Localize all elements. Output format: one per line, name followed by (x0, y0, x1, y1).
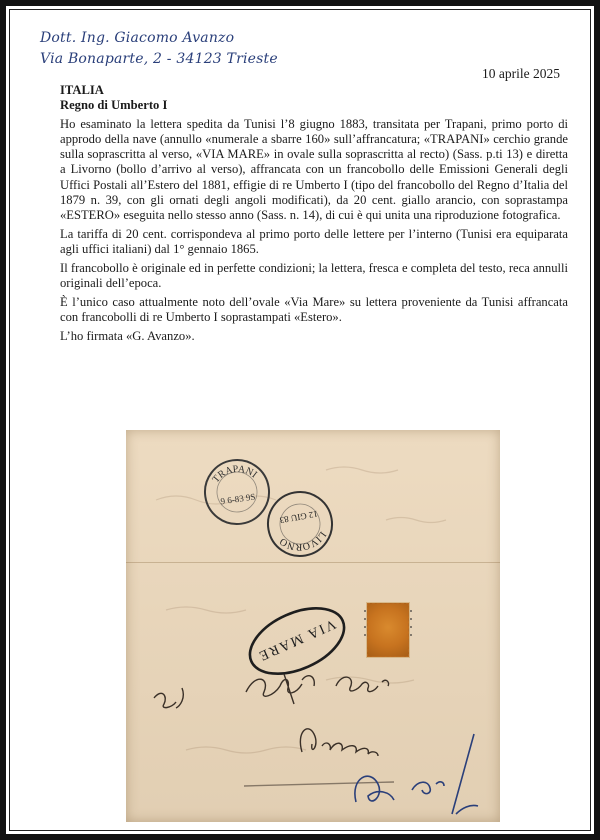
via-mare-oval (240, 595, 354, 687)
livorno-postmark-text: LIVORNO (277, 529, 328, 553)
fold-line (126, 562, 500, 563)
paragraph-uniqueness: È l’unico caso attualmente noto dell’ovale «Via Mare» su lettera proveniente da Tunisi affrancata con francobolli di re Umberto I soprastampati «Estero». (60, 295, 568, 325)
paragraph-condition: Il francobollo è originale ed in perfette condizioni; la lettera, fresca e completa del testo, reca annulli originali dell’epoca. (60, 261, 568, 291)
letterhead (40, 28, 340, 70)
handwritten-address (154, 674, 394, 786)
paragraph-description: Ho esaminato la lettera spedita da Tunisi l’8 giugno 1883, transitata per Trapani, primo porto di approdo della nave (annullo «numerale a sbarre 160» sull’affrancatura; «TRAPANI» cerchio grande sulla soprascritta al verso, «VIA MARE» in ovale sulla soprascritta al recto) (Sass. p.ti 13) e diretta a Livorno (bollo d’arrivo al verso), affrancata con un francobollo delle Emissioni Generali degli Uffici Postali all’Estero del 1881, effigie di re Umberto I (tipo del francobollo del Regno d’Italia del 1879 n. 39, con gli ornati degli angoli modificati), da 20 cent. giallo arancio, con soprastampa «ESTERO» eseguita nello stesso anno (Sass. n. 14), di cui è qui unita una riproduzione fotografica. (60, 116, 568, 223)
cover-drawing (126, 430, 500, 822)
certificate-date: 10 aprile 2025 (482, 66, 560, 81)
livorno-postmark-date: 12 GIU 83 (278, 508, 319, 526)
cover-photograph (126, 430, 500, 822)
signature-mark (355, 734, 478, 814)
trapani-postmark-text: TRAPANI (210, 463, 259, 486)
paragraph-tariff: La tariffa di 20 cent. corrispondeva al primo porto delle lettere per l’interno (Tunisi era equiparata agli uffici italiani) dal 1° gennaio 1865. (60, 227, 568, 257)
period-heading: Regno di Umberto I (60, 98, 168, 113)
stamp-20-cent-estero (367, 603, 409, 657)
letterhead-address: Via Bonaparte, 2 - 34123 Trieste (40, 51, 278, 67)
certificate-text (60, 83, 568, 348)
via-mare-text: VIA MARE (254, 615, 338, 664)
trapani-postmark-date: 9 6-83 9S (219, 491, 257, 507)
country-heading: ITALIA (60, 83, 104, 97)
trapani-postmark (201, 456, 273, 528)
livorno-postmark (263, 487, 337, 561)
letterhead-name: Dott. Ing. Giacomo Avanzo (40, 30, 235, 46)
paragraph-signature-note: L’ho firmata «G. Avanzo». (60, 329, 195, 344)
